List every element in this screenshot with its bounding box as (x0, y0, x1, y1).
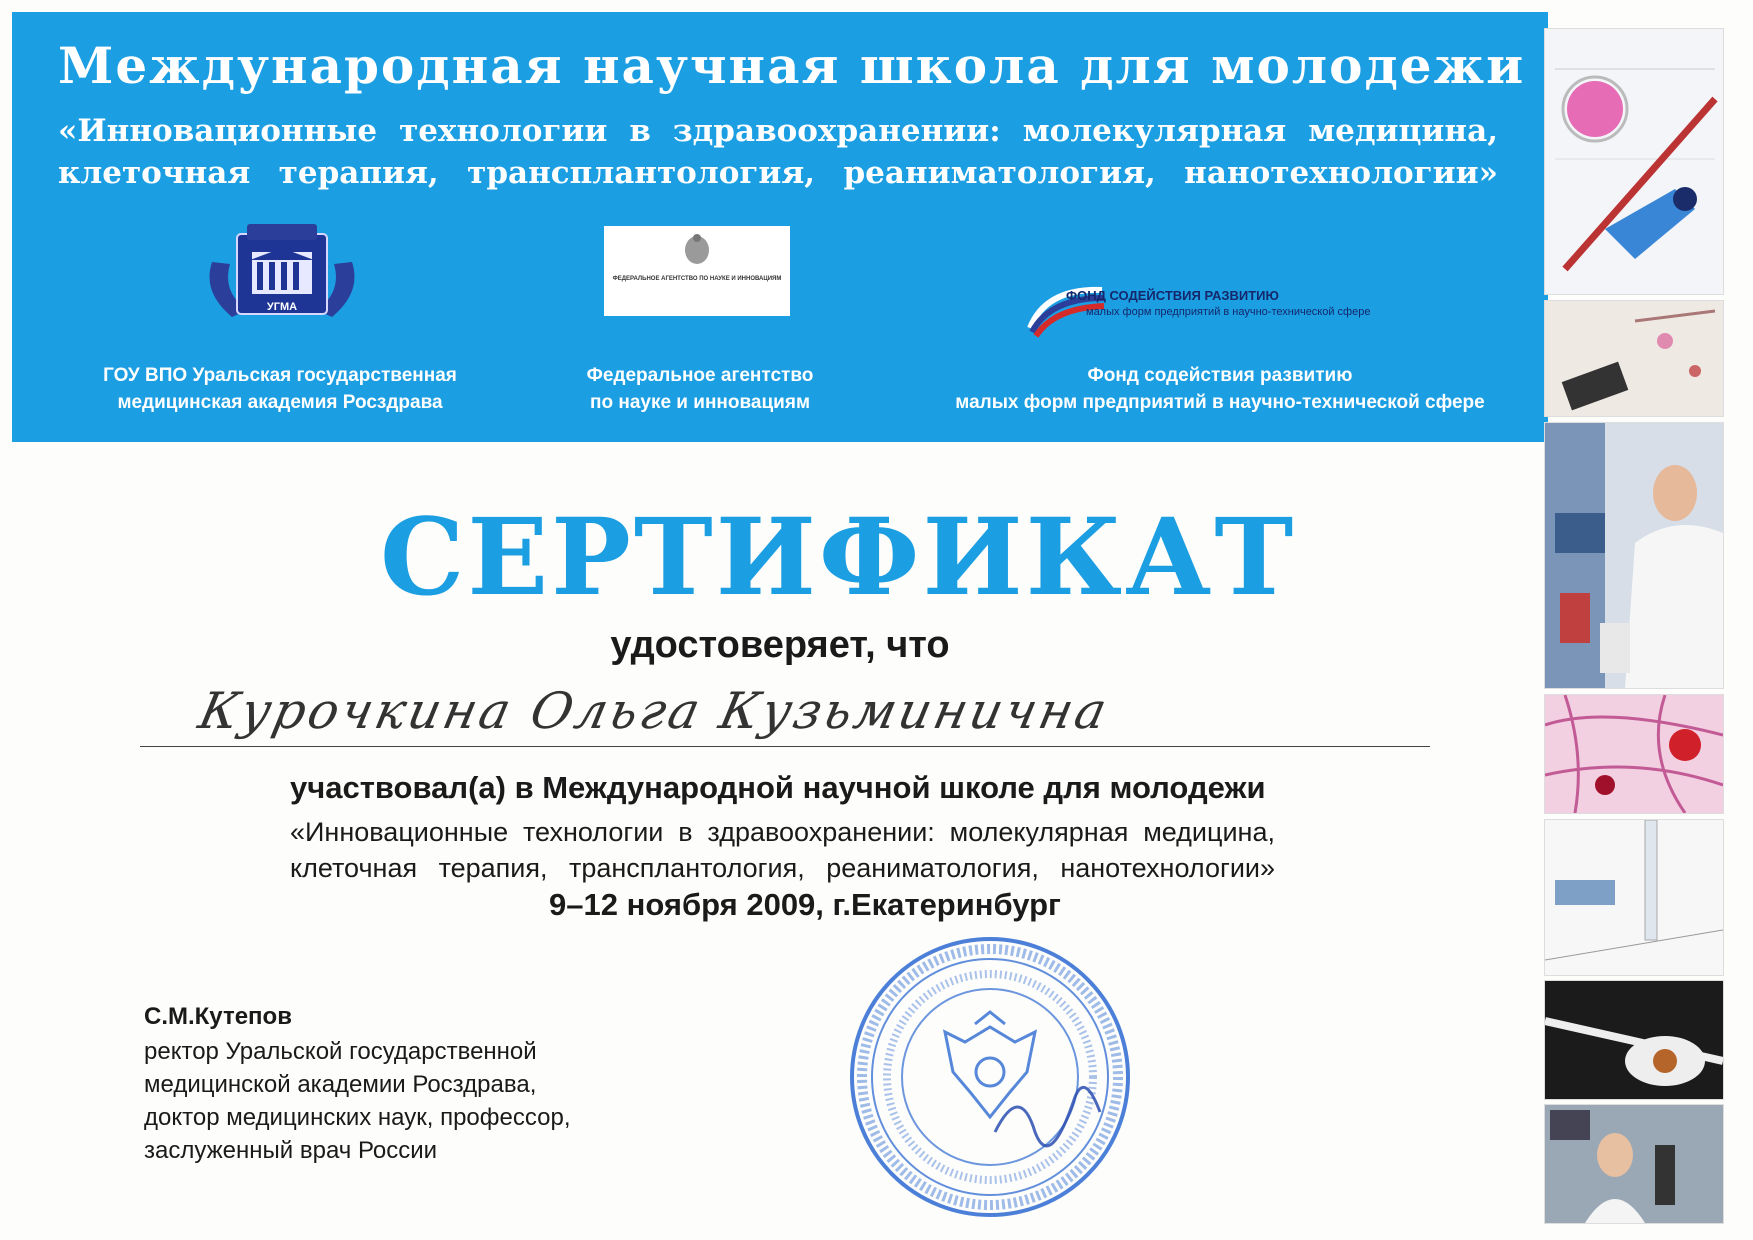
federal-agency-logo (604, 226, 790, 316)
signer-name: С.М.Кутепов (144, 1003, 292, 1030)
school-name-text: «Инновационные технологии в здравоохранении: молекулярная медицина, клеточная терапия, трансплантология, реаниматология, нанотехнологии» (290, 817, 1275, 883)
fund-logo-subtitle: малых форм предприятий в научно-технической сфере (1086, 306, 1371, 318)
official-stamp (845, 932, 1135, 1222)
fund-caption (920, 362, 1520, 416)
header-subtitle: «Инновационные технологии в здравоохранении: молекулярная медицина, клеточная терапия, трансплантология, реаниматология, нанотехнологии» (58, 113, 1498, 191)
ugma-caption (60, 362, 500, 416)
photo-scientist (1544, 422, 1724, 689)
header-title: Международная научная школа для молодежи (58, 36, 1526, 95)
fund-logo (1026, 282, 1406, 342)
eagle-emblem-icon (945, 1012, 1035, 1117)
fund-caption-line1: Фонд содействия развитию (1087, 365, 1353, 386)
photo-tubes (1544, 819, 1724, 976)
ugma-caption-line1: ГОУ ВПО Уральская государственная (103, 365, 457, 386)
certifies-text: удостоверяет, что (610, 624, 950, 666)
photo-strip (1544, 28, 1724, 1208)
fund-caption-line2: малых форм предприятий в научно-технической сфере (955, 392, 1485, 413)
photo-petri (1544, 980, 1724, 1100)
name-underline (140, 746, 1430, 747)
photo-cells (1544, 694, 1724, 814)
signer-title-line4: заслуженный врач России (144, 1137, 438, 1164)
certificate-title: СЕРТИФИКАТ (380, 494, 1297, 619)
fund-logo-title: ФОНД СОДЕЙСТВИЯ РАЗВИТИЮ (1066, 288, 1279, 303)
photo-microscope (1544, 1104, 1724, 1224)
signer-title-line2: медицинской академии Росздрава, (144, 1071, 537, 1098)
participation-text: участвовал(а) в Международной научной школе для молодежи (290, 770, 1266, 805)
photo-samples (1544, 300, 1724, 417)
ugma-logo (202, 222, 362, 332)
signer-title-line3: доктор медицинских наук, профессор, (144, 1104, 571, 1131)
signer-title (144, 1035, 664, 1167)
ugma-caption-line2: медицинская академия Росздрава (117, 392, 443, 413)
federal-agency-logo-text: ФЕДЕРАЛЬНОЕ АГЕНТСТВО ПО НАУКЕ И ИННОВАЦИЯМ (612, 276, 782, 282)
event-date-place: 9–12 ноября 2009, г.Екатеринбург (549, 887, 1061, 922)
federal-agency-caption (540, 362, 860, 416)
federal-agency-caption-line2: по науке и инновациям (589, 392, 811, 413)
signer-title-line1: ректор Уральской государственной (144, 1038, 537, 1065)
recipient-name: Курочкина Ольга Кузьминична (193, 682, 1115, 740)
ugma-logo-label: УГМА (266, 301, 298, 313)
photo-pipette (1544, 28, 1724, 295)
federal-agency-caption-line1: Федеральное агентство (586, 365, 814, 386)
